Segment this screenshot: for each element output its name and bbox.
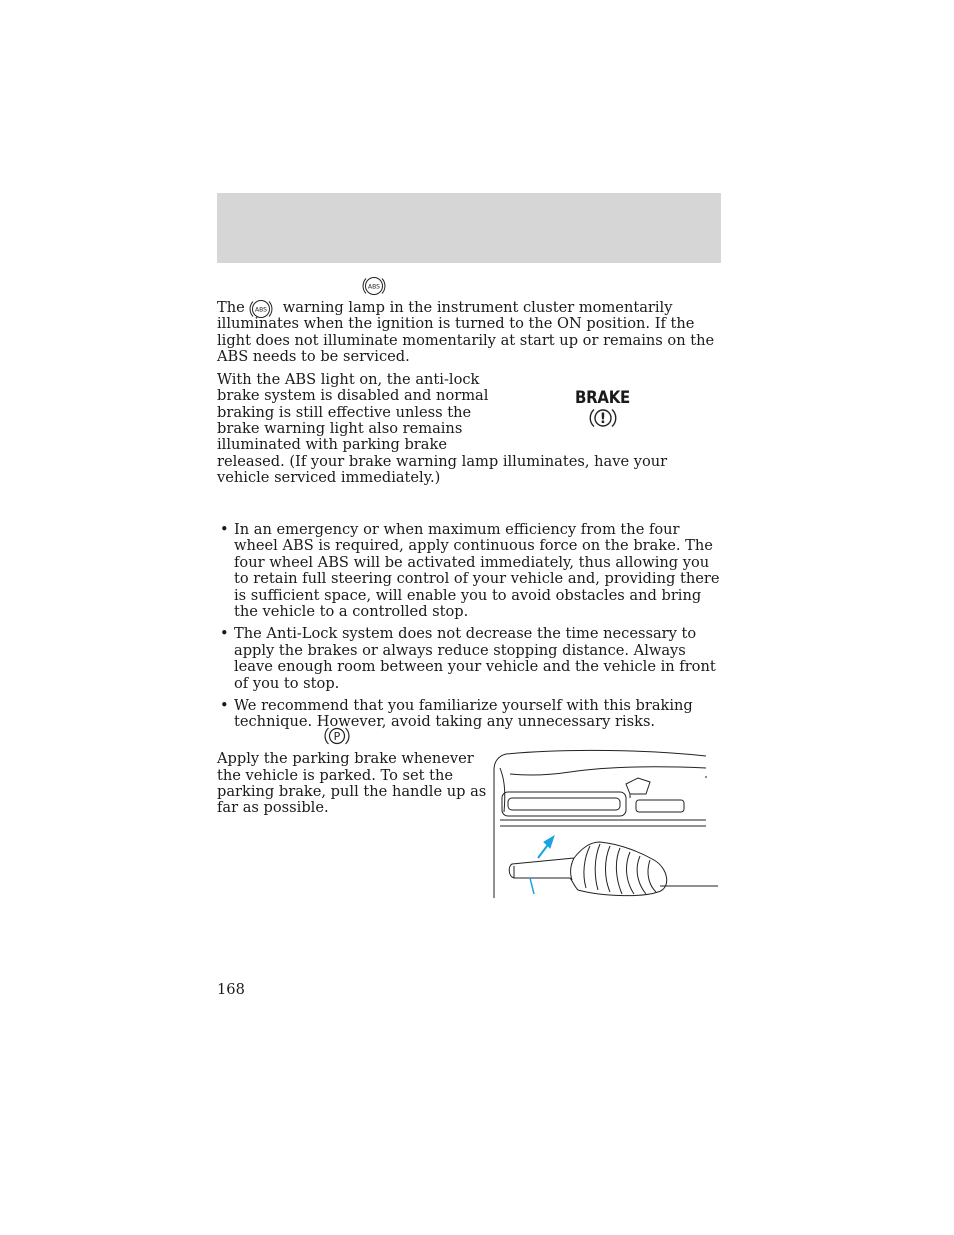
- abs-para2-line: illuminated with parking brake: [217, 436, 447, 453]
- abs-inline-icon: [249, 298, 273, 320]
- abs-para2-tail: released. (If your brake warning lamp illuminates, have your vehicle serviced immediately.): [217, 453, 668, 487]
- abs-para2-line: With the ABS light on, the anti-lock: [217, 371, 480, 388]
- abs-para2-line: brake warning light also remains: [217, 420, 463, 437]
- abs-intro-paragraph: [217, 300, 725, 366]
- list-item: • The Anti-Lock system does not decrease the time necessary to apply the brakes or always reduce stopping distance. Always leave enough room between your vehicle and the vehicle in front of you to stop.: [220, 625, 716, 692]
- page-number: 168: [217, 981, 245, 998]
- abs-warning-icon: [362, 275, 386, 297]
- parking-line: parking brake, pull the handle up as: [217, 783, 487, 800]
- list-item: • In an emergency or when maximum efficiency from the four wheel ABS is required, apply continuous force on the brake. The four wheel ABS will be activated immediately, thus allowing you to retain full steering control of your vehicle and, providing there is sufficient space, will enable you to avoid obstacles and bring the vehicle to a controlled stop.: [220, 521, 720, 621]
- abs-intro-after: warning lamp in the instrument cluster momentarily illuminates when the ignition is turned to the ON position. If the light does not illuminate momentarily at start up or remains on the ABS needs to be serviced.: [217, 299, 715, 366]
- brake-warning-label: BRAKE: [575, 388, 630, 408]
- abs-para2-line: braking is still effective unless the: [217, 404, 472, 421]
- abs-tips-list: [217, 522, 721, 737]
- abs-para2-line: brake system is disabled and normal: [217, 387, 489, 404]
- parking-line: far as possible.: [217, 799, 329, 816]
- svg-text:ABS: ABS: [255, 306, 267, 314]
- parking-brake-illustration: [490, 748, 722, 900]
- svg-text:ABS: ABS: [368, 283, 380, 291]
- list-item: • We recommend that you familiarize yourself with this braking technique. However, avoid taking any unnecessary risks.: [220, 697, 693, 731]
- parking-line: Apply the parking brake whenever: [217, 750, 474, 767]
- section-header-band: [217, 193, 721, 263]
- svg-text:P: P: [333, 730, 341, 743]
- brake-warning-icon: [589, 406, 617, 430]
- svg-text:!: !: [599, 411, 607, 427]
- abs-intro-before: The: [217, 299, 245, 316]
- parking-line: the vehicle is parked. To set the: [217, 767, 454, 784]
- parking-brake-icon: [324, 725, 350, 747]
